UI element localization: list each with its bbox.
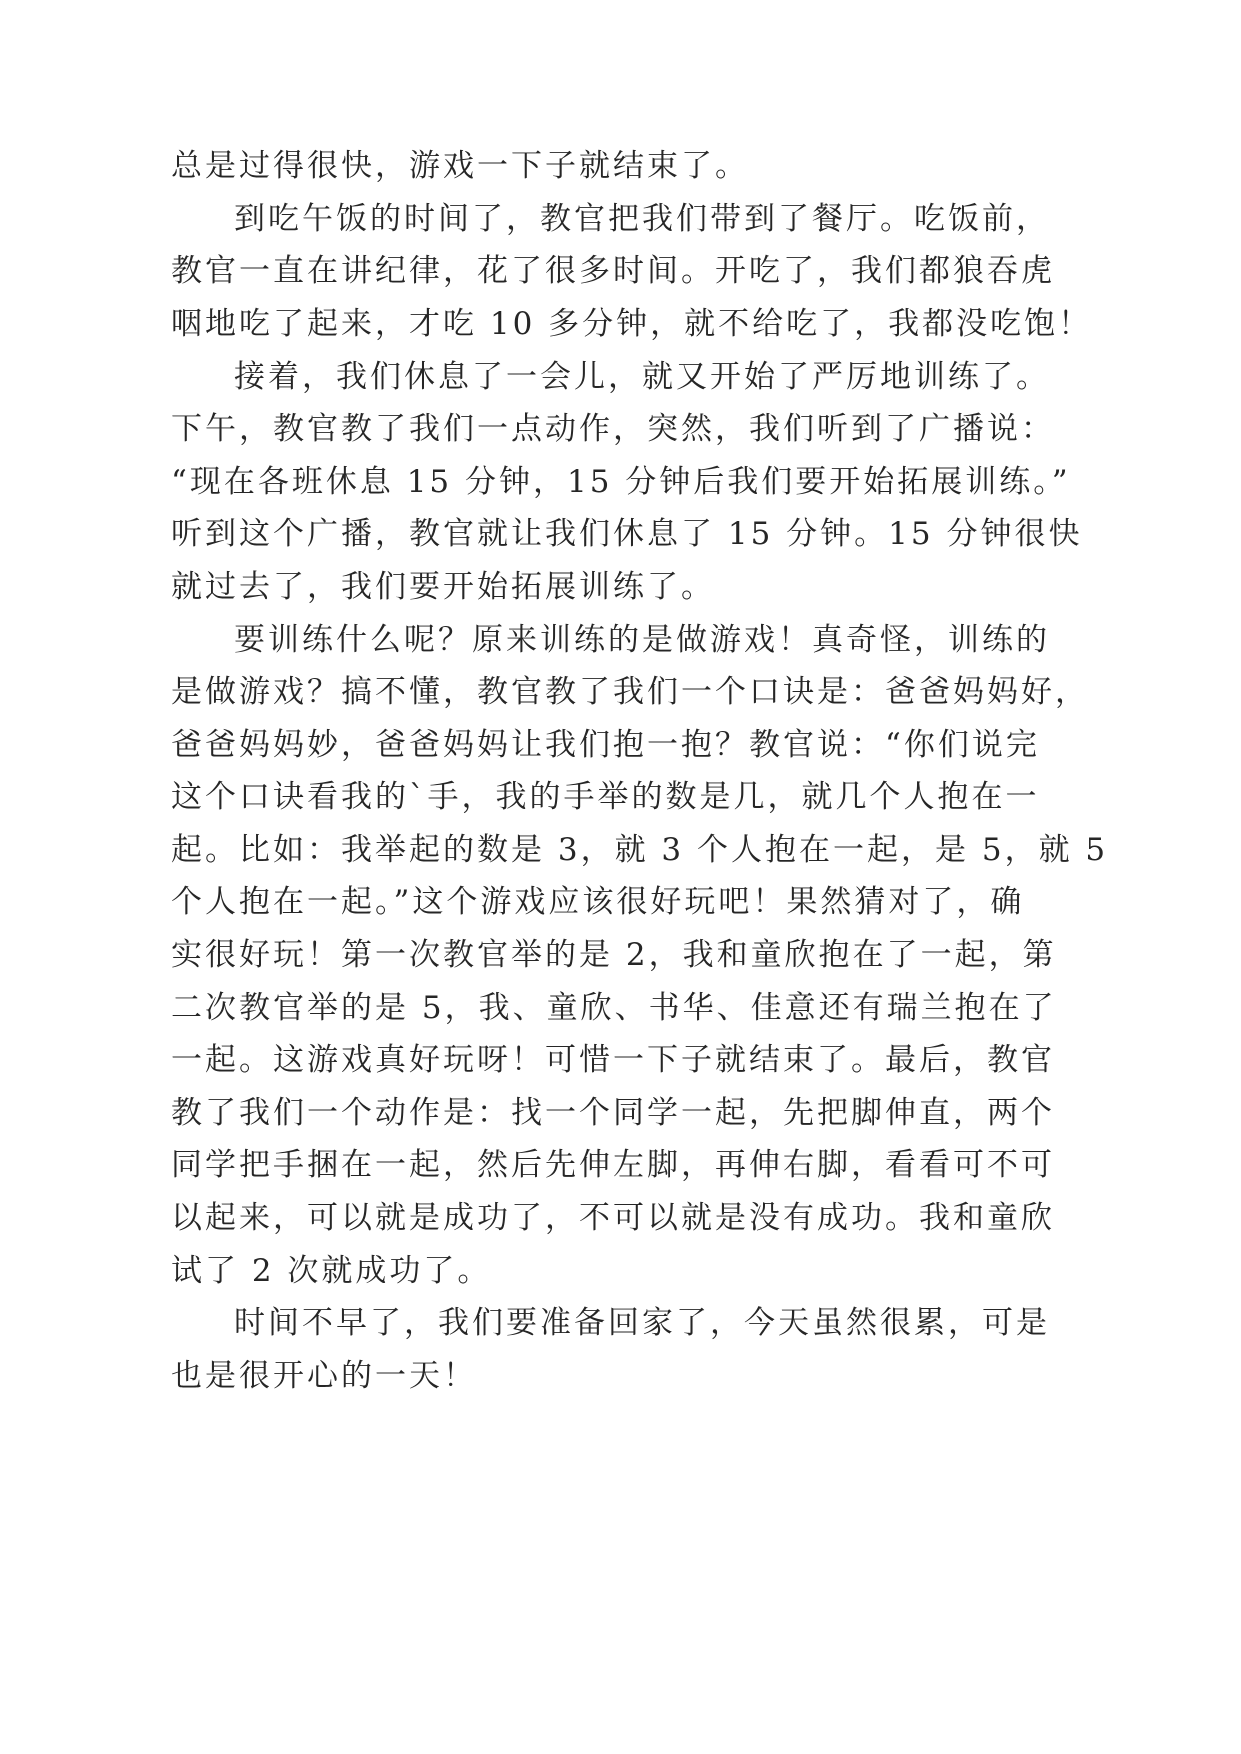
text-line-2: 到吃午饭的时间了，教官把我们带到了餐厅。吃饭前， [234, 201, 1050, 237]
text-line-12: 爸爸妈妈妙，爸爸妈妈让我们抱一抱？教官说：“你们说完 [171, 727, 1040, 763]
text-line-3: 教官一直在讲纪律，花了很多时间。开吃了，我们都狼吞虎 [171, 253, 1055, 289]
text-line-19: 教了我们一个动作是：找一个同学一起，先把脚伸直，两个 [171, 1095, 1055, 1131]
text-line-13: 这个口诀看我的`手，我的手举的数是几，就几个人抱在一 [171, 779, 1040, 815]
text-line-1: 总是过得很快，游戏一下子就结束了。 [171, 148, 749, 184]
text-line-20: 同学把手捆在一起，然后先伸左脚，再伸右脚，看看可不可 [171, 1147, 1055, 1183]
text-line-4: 咽地吃了起来，才吃 10 多分钟，就不给吃了，我都没吃饱！ [171, 306, 1093, 342]
text-line-18: 一起。这游戏真好玩呀！可惜一下子就结束了。最后，教官 [171, 1042, 1055, 1078]
text-line-5: 接着，我们休息了一会儿，就又开始了严厉地训练了。 [234, 359, 1050, 395]
text-line-17: 二次教官举的是 5，我、童欣、书华、佳意还有瑞兰抱在了 [171, 990, 1057, 1026]
text-line-11: 是做游戏？搞不懂，教官教了我们一个口诀是：爸爸妈妈好， [171, 674, 1089, 710]
text-line-24: 也是很开心的一天！ [171, 1358, 477, 1394]
text-line-15: 个人抱在一起。”这个游戏应该很好玩吧！果然猜对了，确 [171, 884, 1025, 920]
text-line-10: 要训练什么呢？原来训练的是做游戏！真奇怪，训练的 [234, 622, 1050, 658]
text-line-14: 起。比如：我举起的数是 3，就 3 个人抱在一起，是 5，就 5 [171, 832, 1109, 868]
text-line-16: 实很好玩！第一次教官举的是 2，我和童欣抱在了一起，第 [171, 937, 1057, 973]
text-line-22: 试了 2 次就成功了。 [171, 1253, 492, 1289]
text-line-21: 以起来，可以就是成功了，不可以就是没有成功。我和童欣 [171, 1200, 1055, 1236]
text-line-9: 就过去了，我们要开始拓展训练了。 [171, 569, 715, 605]
text-line-6: 下午，教官教了我们一点动作，突然，我们听到了广播说： [171, 411, 1055, 447]
text-line-7: “现在各班休息 15 分钟，15 分钟后我们要开始拓展训练。” [171, 464, 1071, 500]
text-line-23: 时间不早了，我们要准备回家了，今天虽然很累，可是 [234, 1305, 1050, 1341]
text-line-8: 听到这个广播，教官就让我们休息了 15 分钟。15 分钟很快 [171, 516, 1083, 552]
